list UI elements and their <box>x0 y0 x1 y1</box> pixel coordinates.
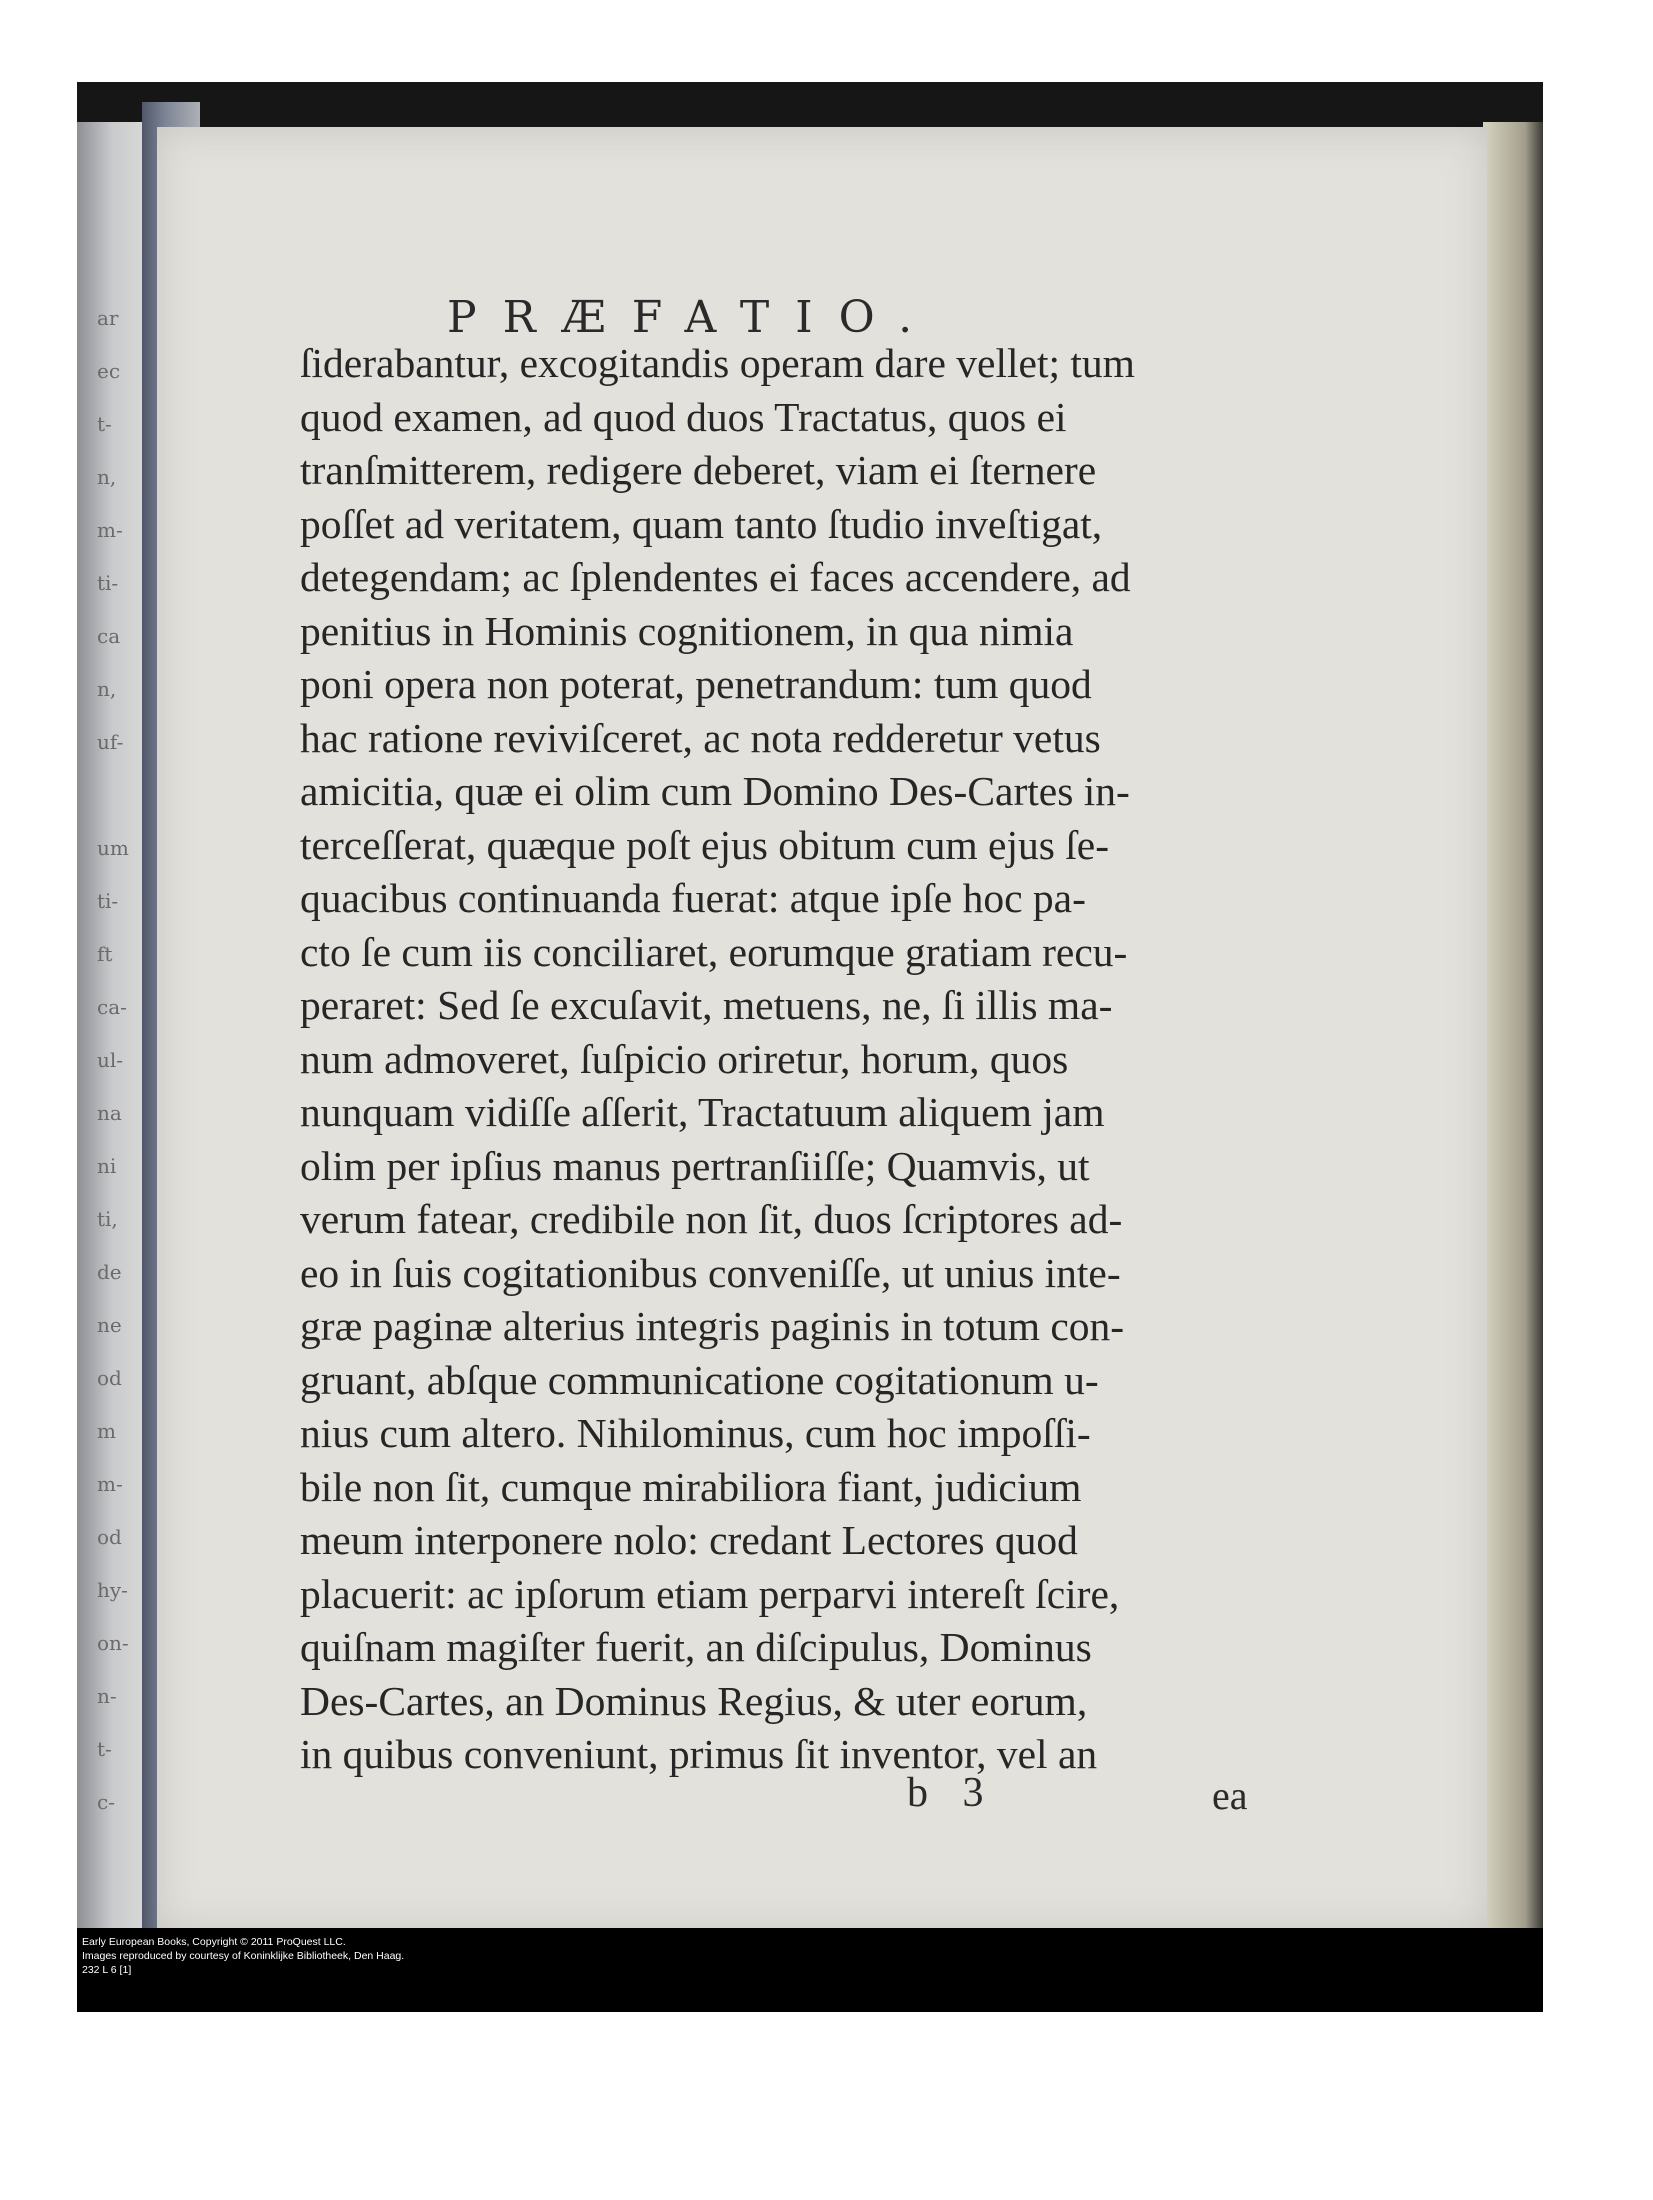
credits-text <box>82 1935 404 1977</box>
running-header: PRÆFATIO. <box>447 292 939 343</box>
text-line: ſiderabantur, excogitandis operam dare vellet; tum <box>300 340 1135 386</box>
text-line: eo in ſuis cogitationibus conveniſſe, ut unius inte- <box>300 1249 1121 1296</box>
text-line: tranſmitterem, redigere deberet, viam ei ſternere <box>300 447 1097 493</box>
page-stack-edge <box>1483 122 1543 1962</box>
text-line: Des-Cartes, an Dominus Regius, & uter eorum, <box>300 1677 1088 1724</box>
text-line: amicitia, quæ ei olim cum Domino Des-Cartes in- <box>300 768 1130 814</box>
facing-page-text-fragments: ar ec t- n, m- ti- ca n, uf- um ti- ft ca- ul- na ni ti, de ne od m m- od hy- on- n- t- c- <box>97 306 129 1814</box>
text-line: terceſſerat, quæque poſt ejus obitum cum ejus ſe- <box>300 821 1110 868</box>
book-page <box>157 127 1487 1932</box>
text-line: detegendam; ac ſplendentes ei faces accendere, ad <box>300 554 1131 600</box>
text-line: bile non ſit, cumque mirabiliora fiant, judicium <box>300 1463 1082 1510</box>
text-line: penitius in Hominis cognitionem, in qua nimia <box>300 607 1074 654</box>
text-line: meum interponere nolo: credant Lectores quod <box>300 1517 1078 1563</box>
text-line: quiſnam magiſter fuerit, an diſcipulus, Dominus <box>300 1624 1092 1670</box>
text-line: quod examen, ad quod duos Tractatus, quos ei <box>300 393 1067 440</box>
text-line: in quibus conveniunt, primus ſit inventor, vel an <box>300 1731 1098 1777</box>
text-line: poni opera non poterat, penetrandum: tum quod <box>300 661 1092 707</box>
text-line: nunquam vidiſſe aſſerit, Tractatuum aliquem jam <box>300 1089 1105 1135</box>
copyright-line: Early European Books, Copyright © 2011 ProQuest LLC. <box>82 1936 346 1948</box>
text-line: græ paginæ alterius integris paginis in totum con- <box>300 1303 1125 1349</box>
text-line: peraret: Sed ſe excuſavit, metuens, ne, ſi illis ma- <box>300 982 1113 1028</box>
shelfmark-line: 232 L 6 [1] <box>82 1964 132 1976</box>
text-line: olim per ipſius manus pertranſiiſſe; Quamvis, ut <box>300 1142 1090 1189</box>
text-line: nius cum altero. Nihilominus, cum hoc impoſſi- <box>300 1410 1091 1456</box>
text-line: hac ratione reviviſceret, ac nota redderetur vetus <box>300 714 1101 761</box>
signature-mark: b 3 <box>907 1770 996 1816</box>
text-line: cto ſe cum iis conciliaret, eorumque gratiam recu- <box>300 928 1128 975</box>
text-line: placuerit: ac ipſorum etiam perparvi intereſt ſcire, <box>300 1570 1120 1617</box>
catchword: ea <box>1212 1773 1248 1818</box>
text-line: num admoveret, ſuſpicio oriretur, horum, quos <box>300 1035 1069 1082</box>
text-line: verum fatear, credibile non ſit, duos ſcriptores ad- <box>300 1196 1123 1242</box>
text-line: gruant, abſque communicatione cogitationum u- <box>300 1356 1099 1403</box>
text-line: poſſet ad veritatem, quam tanto ſtudio inveſtigat, <box>300 500 1103 547</box>
page-body-text <box>300 337 1340 1782</box>
courtesy-line: Images reproduced by courtesy of Koninklijke Bibliotheek, Den Haag. <box>82 1950 405 1962</box>
facing-page-edge <box>77 122 147 1992</box>
text-line: quacibus continuanda fuerat: atque ipſe hoc pa- <box>300 875 1086 921</box>
book-scan <box>77 82 1543 2012</box>
